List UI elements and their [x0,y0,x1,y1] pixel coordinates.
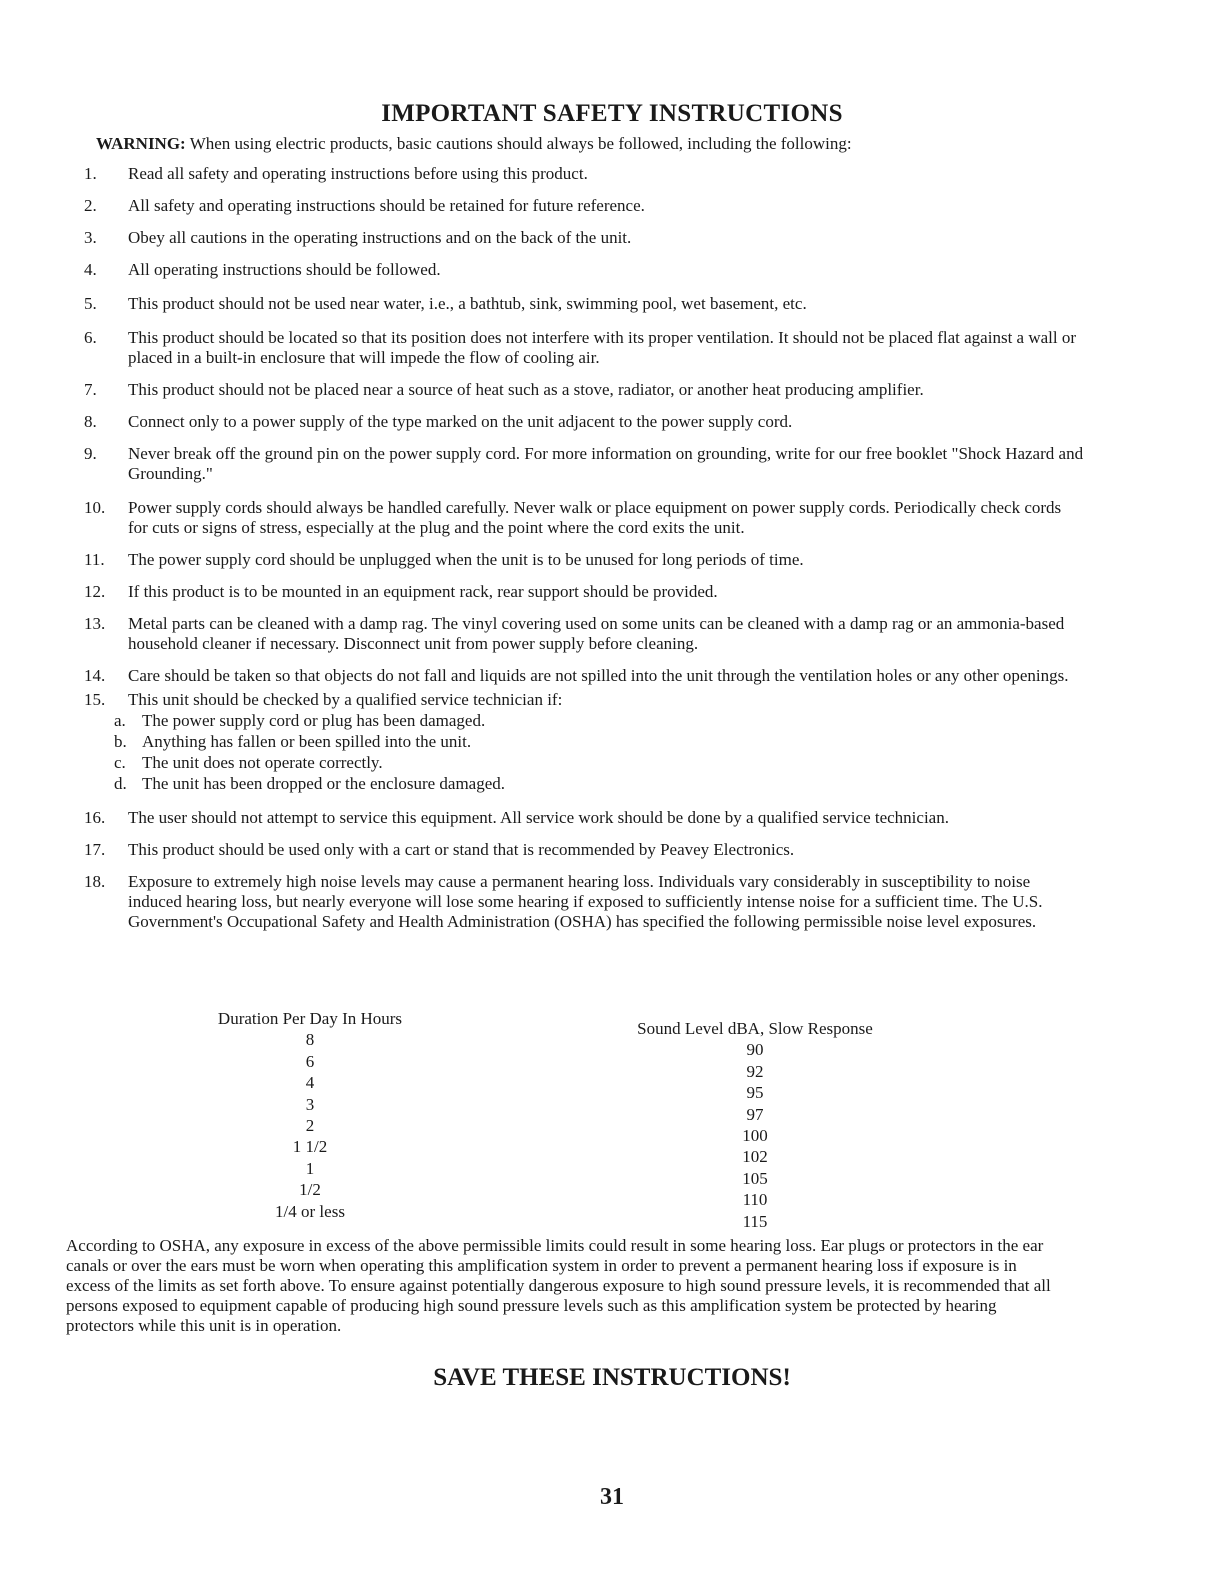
duration-cell: 1 [305,1158,315,1178]
item-number: 8. [84,412,97,431]
item-number: 18. [84,872,106,891]
list-item [84,666,1084,686]
list-item [84,550,1084,570]
item-text: The user should not attempt to service this equipment. All service work should be done by a qualified service technician. [128,808,949,827]
list-item [84,498,1084,538]
item-number: 2. [84,196,97,215]
list-item [84,412,1084,432]
duration-header: Duration Per Day In Hours [217,1009,403,1028]
item-number: 15. [84,690,106,709]
item-number: 12. [84,582,106,601]
duration-cell: 8 [305,1030,315,1050]
list-item [84,614,1084,654]
sound-level-cell: 92 [746,1061,764,1081]
list-item [84,808,1084,828]
sub-item-text: The unit has been dropped or the enclosure damaged. [142,774,506,793]
item-number: 11. [84,550,105,569]
sound-level-cell: 102 [742,1147,768,1167]
warning-label: WARNING: [96,134,186,153]
page-number: 31 [600,1484,624,1510]
sound-level-column [620,1018,890,1232]
item-number: 17. [84,840,106,859]
duration-cell: 1 1/2 [292,1137,328,1157]
sound-level-header: Sound Level dBA, Slow Response [637,1019,873,1038]
list-item [84,690,1084,710]
item-number: 13. [84,614,106,633]
item-text: Exposure to extremely high noise levels may cause a permanent hearing loss. Individuals vary considerably in susceptibility to noise induced hearing loss, but nearly everyone will lose some hearing if exposed to sufficiently intense noise for a sufficient time. The U.S. Government's Occupational Safety and Health Administration (OSHA) has specified the following permissible noise level exposures. [128,872,1043,931]
sound-level-cell: 115 [742,1211,768,1231]
item-number: 6. [84,328,97,347]
item-number: 14. [84,666,106,685]
item-text: Never break off the ground pin on the power supply cord. For more information on grounding, write for our free booklet "Shock Hazard and Grounding." [128,444,1084,483]
list-item [84,872,1084,932]
item-number: 7. [84,380,97,399]
sub-item-text: The unit does not operate correctly. [142,753,383,772]
item-text: This product should be located so that its position does not interfere with its proper ventilation. It should not be placed flat against a wall or placed in a built-in enclosure that will impede the flow of cooling air. [128,328,1077,367]
warning-text: When using electric products, basic cautions should always be followed, including the following: [189,134,852,153]
sub-item-text: The power supply cord or plug has been damaged. [142,711,486,730]
list-item [84,260,1084,280]
duration-column [200,1008,420,1222]
duration-cell: 4 [305,1073,315,1093]
item-text: If this product is to be mounted in an equipment rack, rear support should be provided. [128,582,718,601]
item-text: Power supply cords should always be handled carefully. Never walk or place equipment on power supply cords. Periodically check cords for cuts or signs of stress, especially at the plug and the point where the cord exits the unit. [128,498,1062,537]
item-number: 10. [84,498,106,517]
list-item [84,444,1084,484]
sound-level-cell: 95 [746,1083,764,1103]
list-item [84,840,1084,860]
sub-item-letter: c. [114,753,126,772]
item-number: 5. [84,294,97,313]
item-text: Metal parts can be cleaned with a damp rag. The vinyl covering used on some units can be cleaned with a damp rag or an ammonia-based household cleaner if necessary. Disconnect unit from power supply before cleaning. [128,614,1065,653]
sub-item-letter: b. [114,732,127,751]
item-text: This product should be used only with a cart or stand that is recommended by Peavey Electronics. [128,840,795,859]
sound-level-cell: 110 [742,1190,768,1210]
sub-item-letter: d. [114,774,127,793]
sub-item [114,732,1084,752]
item-number: 3. [84,228,97,247]
list-item [84,328,1084,368]
sound-level-cell: 105 [742,1168,768,1188]
item-number: 16. [84,808,106,827]
item-text: The power supply cord should be unplugged when the unit is to be unused for long periods of time. [128,550,804,569]
page-title: IMPORTANT SAFETY INSTRUCTIONS [381,100,843,127]
duration-cell: 2 [305,1116,315,1136]
item-text: Connect only to a power supply of the type marked on the unit adjacent to the power supply cord. [128,412,793,431]
item-text: This product should not be used near water, i.e., a bathtub, sink, swimming pool, wet basement, etc. [128,294,807,313]
list-item [84,164,1084,184]
sub-item-text: Anything has fallen or been spilled into the unit. [142,732,472,751]
duration-cell: 1/2 [299,1180,321,1200]
item-text: This product should not be placed near a source of heat such as a stove, radiator, or another heat producing amplifier. [128,380,924,399]
item-text: This unit should be checked by a qualified service technician if: [128,690,563,709]
instruction-list [84,164,1084,932]
sub-item [114,711,1084,731]
item-number: 4. [84,260,97,279]
sub-item-letter: a. [114,711,126,730]
osha-paragraph: According to OSHA, any exposure in excess of the above permissible limits could result in some hearing loss. Ear plugs or protectors in the ear canals or over the ears must be worn when operating this amplification system in order to prevent a permanent hearing loss if exposure is in excess of the limits as set forth above. To ensure against potentially dangerous exposure to high sound pressure levels, it is recommended that all persons exposed to equipment capable of producing high sound pressure levels such as this amplification system be protected by hearing protectors while this unit is in operation. [66,1236,1051,1335]
item-number: 1. [84,164,97,183]
item-text: Care should be taken so that objects do not fall and liquids are not spilled into the unit through the ventilation holes or any other openings. [128,666,1069,685]
list-item [84,196,1084,216]
save-instructions-heading: SAVE THESE INSTRUCTIONS! [433,1364,791,1391]
list-item [84,380,1084,400]
duration-cell: 3 [305,1094,315,1114]
sub-item [114,774,1084,794]
sub-item [114,753,1084,773]
item-text: All operating instructions should be followed. [128,260,441,279]
item-text: Obey all cautions in the operating instructions and on the back of the unit. [128,228,632,247]
sound-level-cell: 100 [742,1126,768,1146]
sound-level-cell: 90 [746,1040,764,1060]
duration-cell: 1/4 or less [275,1201,345,1221]
item-number: 9. [84,444,97,463]
duration-cell: 6 [305,1051,315,1071]
item-text: All safety and operating instructions should be retained for future reference. [128,196,645,215]
noise-exposure-table [0,1004,1224,1234]
list-item [84,582,1084,602]
list-item [84,228,1084,248]
list-item [84,294,1084,314]
warning-line [96,134,1136,154]
item-text: Read all safety and operating instructions before using this product. [128,164,588,183]
sound-level-cell: 97 [746,1104,764,1124]
